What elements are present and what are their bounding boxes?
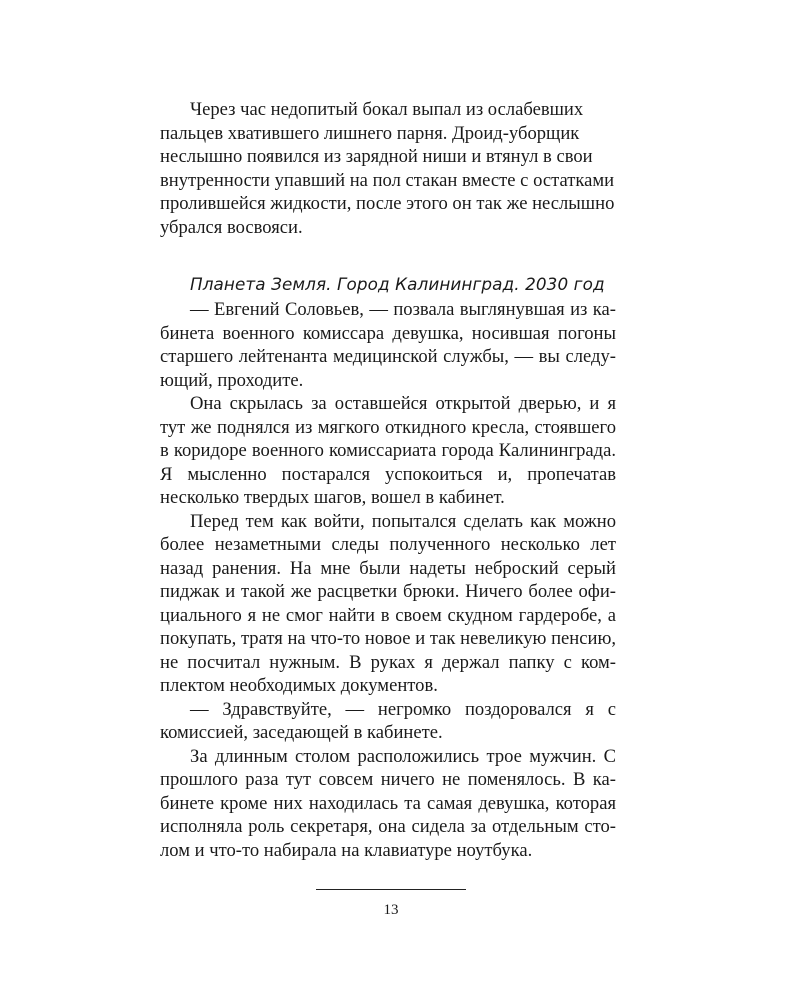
footer-divider <box>316 889 466 890</box>
intro-text-block <box>160 98 616 239</box>
page-number: 13 <box>383 902 399 918</box>
section-heading: Планета Земля. Город Калининград. 2030 год <box>190 274 605 294</box>
paragraph: — Здравствуйте, — негромко поздоровался я с комиссией, заседающей в кабинете. <box>160 698 616 743</box>
intro-paragraph: Через час недопитый бокал выпал из ослабевших пальцев хватившего лишнего парня. Дроид-уборщик неслышно появился из зарядной ниши и втянул в свои внутренности упавший на пол стакан вместе с остатками пролившейся жидкости, после этого он так же неслышно убрался восвояси. <box>160 99 615 238</box>
main-text-block <box>160 272 616 862</box>
paragraph: За длинным столом расположились трое мужчин. С прошлого раза тут совсем ничего не поменялось. В кабинете кроме них находилась та самая девушка, которая исполняла роль секретаря, она сидела за отдельным столом и что-то набирала на клавиатуре ноутбука. <box>160 745 616 861</box>
paragraph: — Евгений Соловьев, — позвала выглянувшая из кабинета военного комиссара девушка, носившая погоны старшего лейтенанта медицинской службы, — вы следующий, проходите. <box>160 299 616 391</box>
paragraph: Она скрылась за оставшейся открытой дверью, и я тут же поднялся из мягкого откидного кресла, стоявшего в коридоре военного комиссариата города Калининграда. Я мысленно постарался успокоиться и, пропечатав несколько твердых шагов, вошел в кабинет. <box>160 393 616 508</box>
paragraph: Перед тем как войти, попытался сделать как можно более незаметными следы полученного несколько лет назад ранения. На мне были надеты неброский серый пиджак и такой же расцветки брюки. Ничего более официального я не смог найти в своем скудном гардеробе, а покупать, тратя на что-то новое и так невеликую пенсию, не посчитал нужным. В руках я держал папку с комплектом необходимых документов. <box>160 510 616 696</box>
